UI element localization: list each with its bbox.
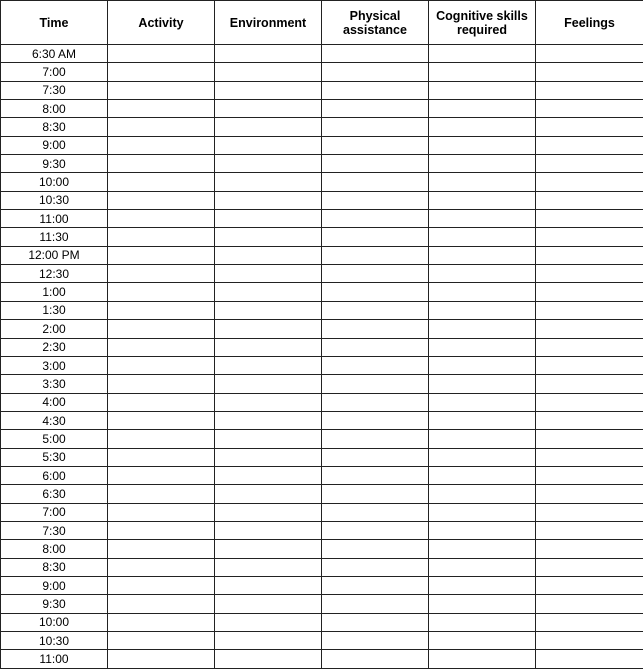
- feelings-cell[interactable]: [536, 430, 643, 448]
- environment-cell[interactable]: [215, 118, 322, 136]
- cognitive-skills-cell[interactable]: [429, 118, 536, 136]
- feelings-cell[interactable]: [536, 118, 643, 136]
- activity-cell[interactable]: [108, 375, 215, 393]
- environment-cell[interactable]: [215, 320, 322, 338]
- environment-cell[interactable]: [215, 375, 322, 393]
- table-row: [1, 283, 643, 301]
- table-row: [1, 576, 643, 594]
- activity-cell[interactable]: [108, 466, 215, 484]
- physical-assistance-cell[interactable]: [322, 356, 429, 374]
- physical-assistance-cell[interactable]: [322, 650, 429, 669]
- feelings-cell[interactable]: [536, 485, 643, 503]
- physical-assistance-cell[interactable]: [322, 375, 429, 393]
- physical-assistance-cell[interactable]: [322, 136, 429, 154]
- header-row: [1, 1, 643, 45]
- physical-assistance-cell[interactable]: [322, 173, 429, 191]
- table-row: [1, 650, 643, 669]
- environment-cell[interactable]: [215, 45, 322, 63]
- physical-assistance-cell[interactable]: [322, 576, 429, 594]
- table-body: [1, 45, 643, 669]
- feelings-cell[interactable]: [536, 283, 643, 301]
- table-row: [1, 430, 643, 448]
- table-row: [1, 558, 643, 576]
- feelings-cell[interactable]: [536, 466, 643, 484]
- cognitive-skills-cell[interactable]: [429, 136, 536, 154]
- environment-cell[interactable]: [215, 173, 322, 191]
- physical-assistance-cell[interactable]: [322, 558, 429, 576]
- cognitive-skills-cell[interactable]: [429, 155, 536, 173]
- time-cell: 9:30: [1, 595, 108, 613]
- physical-assistance-cell[interactable]: [322, 191, 429, 209]
- activity-cell[interactable]: [108, 356, 215, 374]
- activity-cell[interactable]: [108, 430, 215, 448]
- physical-assistance-cell[interactable]: [322, 63, 429, 81]
- activity-cell[interactable]: [108, 540, 215, 558]
- table-row: [1, 191, 643, 209]
- time-cell: 10:00: [1, 613, 108, 631]
- cognitive-skills-cell[interactable]: [429, 210, 536, 228]
- table-row: [1, 632, 643, 650]
- cognitive-skills-cell[interactable]: [429, 283, 536, 301]
- environment-cell[interactable]: [215, 558, 322, 576]
- environment-cell[interactable]: [215, 576, 322, 594]
- cognitive-skills-cell[interactable]: [429, 632, 536, 650]
- feelings-cell[interactable]: [536, 81, 643, 99]
- table-row: [1, 540, 643, 558]
- time-cell: 8:00: [1, 540, 108, 558]
- time-cell: 11:00: [1, 210, 108, 228]
- feelings-cell[interactable]: [536, 503, 643, 521]
- table-row: [1, 81, 643, 99]
- environment-cell[interactable]: [215, 191, 322, 209]
- feelings-cell[interactable]: [536, 650, 643, 669]
- table-row: [1, 63, 643, 81]
- time-cell: 8:30: [1, 558, 108, 576]
- cognitive-skills-cell[interactable]: [429, 448, 536, 466]
- activity-cell[interactable]: [108, 558, 215, 576]
- time-cell: 2:30: [1, 338, 108, 356]
- table-row: [1, 265, 643, 283]
- environment-cell[interactable]: [215, 210, 322, 228]
- time-cell: 10:00: [1, 173, 108, 191]
- feelings-cell[interactable]: [536, 63, 643, 81]
- table-row: [1, 228, 643, 246]
- feelings-cell[interactable]: [536, 521, 643, 539]
- table-row: [1, 45, 643, 63]
- time-cell: 12:00 PM: [1, 246, 108, 264]
- feelings-cell[interactable]: [536, 320, 643, 338]
- time-cell: 12:30: [1, 265, 108, 283]
- physical-assistance-cell[interactable]: [322, 411, 429, 429]
- cognitive-skills-cell[interactable]: [429, 503, 536, 521]
- physical-assistance-cell[interactable]: [322, 540, 429, 558]
- physical-assistance-cell[interactable]: [322, 485, 429, 503]
- activity-cell[interactable]: [108, 173, 215, 191]
- physical-assistance-cell[interactable]: [322, 155, 429, 173]
- time-cell: 5:30: [1, 448, 108, 466]
- environment-cell[interactable]: [215, 393, 322, 411]
- cognitive-skills-cell[interactable]: [429, 173, 536, 191]
- cognitive-skills-cell[interactable]: [429, 393, 536, 411]
- time-cell: 10:30: [1, 191, 108, 209]
- cognitive-skills-cell[interactable]: [429, 246, 536, 264]
- feelings-cell[interactable]: [536, 540, 643, 558]
- table-row: [1, 301, 643, 319]
- cognitive-skills-cell[interactable]: [429, 466, 536, 484]
- environment-cell[interactable]: [215, 356, 322, 374]
- time-cell: 6:30: [1, 485, 108, 503]
- activity-cell[interactable]: [108, 265, 215, 283]
- activity-cell[interactable]: [108, 118, 215, 136]
- physical-assistance-cell[interactable]: [322, 466, 429, 484]
- cognitive-skills-cell[interactable]: [429, 81, 536, 99]
- feelings-cell[interactable]: [536, 411, 643, 429]
- physical-assistance-cell[interactable]: [322, 118, 429, 136]
- physical-assistance-cell[interactable]: [322, 521, 429, 539]
- time-cell: 4:00: [1, 393, 108, 411]
- environment-cell[interactable]: [215, 430, 322, 448]
- feelings-cell[interactable]: [536, 301, 643, 319]
- time-cell: 1:30: [1, 301, 108, 319]
- feelings-cell[interactable]: [536, 393, 643, 411]
- activity-cell[interactable]: [108, 45, 215, 63]
- environment-cell[interactable]: [215, 411, 322, 429]
- time-cell: 6:00: [1, 466, 108, 484]
- activity-cell[interactable]: [108, 338, 215, 356]
- physical-assistance-cell[interactable]: [322, 632, 429, 650]
- column-header-environment: Environment: [215, 1, 322, 45]
- physical-assistance-cell[interactable]: [322, 338, 429, 356]
- table-row: [1, 338, 643, 356]
- environment-cell[interactable]: [215, 650, 322, 669]
- activity-cell[interactable]: [108, 576, 215, 594]
- activity-cell[interactable]: [108, 301, 215, 319]
- column-header-feelings: Feelings: [536, 1, 643, 45]
- table-row: [1, 393, 643, 411]
- physical-assistance-cell[interactable]: [322, 228, 429, 246]
- table-row: [1, 320, 643, 338]
- environment-cell[interactable]: [215, 485, 322, 503]
- column-header-cognitive-skills: Cognitive skills required: [429, 1, 536, 45]
- physical-assistance-cell[interactable]: [322, 246, 429, 264]
- cognitive-skills-cell[interactable]: [429, 45, 536, 63]
- time-cell: 8:00: [1, 100, 108, 118]
- environment-cell[interactable]: [215, 595, 322, 613]
- cognitive-skills-cell[interactable]: [429, 540, 536, 558]
- environment-cell[interactable]: [215, 228, 322, 246]
- feelings-cell[interactable]: [536, 375, 643, 393]
- table-row: [1, 375, 643, 393]
- time-cell: 10:30: [1, 632, 108, 650]
- table-row: [1, 485, 643, 503]
- feelings-cell[interactable]: [536, 246, 643, 264]
- physical-assistance-cell[interactable]: [322, 448, 429, 466]
- activity-cell[interactable]: [108, 503, 215, 521]
- activity-cell[interactable]: [108, 632, 215, 650]
- activity-cell[interactable]: [108, 393, 215, 411]
- feelings-cell[interactable]: [536, 595, 643, 613]
- physical-assistance-cell[interactable]: [322, 613, 429, 631]
- feelings-cell[interactable]: [536, 613, 643, 631]
- activity-cell[interactable]: [108, 411, 215, 429]
- physical-assistance-cell[interactable]: [322, 210, 429, 228]
- cognitive-skills-cell[interactable]: [429, 265, 536, 283]
- environment-cell[interactable]: [215, 521, 322, 539]
- table-row: [1, 100, 643, 118]
- activity-cell[interactable]: [108, 283, 215, 301]
- activity-cell[interactable]: [108, 228, 215, 246]
- cognitive-skills-cell[interactable]: [429, 320, 536, 338]
- time-cell: 3:30: [1, 375, 108, 393]
- feelings-cell[interactable]: [536, 155, 643, 173]
- activity-cell[interactable]: [108, 448, 215, 466]
- environment-cell[interactable]: [215, 100, 322, 118]
- activity-cell[interactable]: [108, 210, 215, 228]
- physical-assistance-cell[interactable]: [322, 393, 429, 411]
- activity-cell[interactable]: [108, 100, 215, 118]
- time-cell: 11:00: [1, 650, 108, 669]
- environment-cell[interactable]: [215, 81, 322, 99]
- physical-assistance-cell[interactable]: [322, 595, 429, 613]
- activity-cell[interactable]: [108, 521, 215, 539]
- physical-assistance-cell[interactable]: [322, 301, 429, 319]
- table-row: [1, 246, 643, 264]
- time-cell: 7:00: [1, 503, 108, 521]
- table-row: [1, 521, 643, 539]
- time-cell: 7:00: [1, 63, 108, 81]
- time-cell: 5:00: [1, 430, 108, 448]
- activity-cell[interactable]: [108, 155, 215, 173]
- time-cell: 9:00: [1, 136, 108, 154]
- cognitive-skills-cell[interactable]: [429, 301, 536, 319]
- activity-cell[interactable]: [108, 81, 215, 99]
- activity-cell[interactable]: [108, 613, 215, 631]
- table-row: [1, 356, 643, 374]
- column-header-time: Time: [1, 1, 108, 45]
- time-cell: 2:00: [1, 320, 108, 338]
- physical-assistance-cell[interactable]: [322, 265, 429, 283]
- column-header-activity: Activity: [108, 1, 215, 45]
- activity-cell[interactable]: [108, 63, 215, 81]
- feelings-cell[interactable]: [536, 632, 643, 650]
- table-row: [1, 448, 643, 466]
- feelings-cell[interactable]: [536, 173, 643, 191]
- feelings-cell[interactable]: [536, 45, 643, 63]
- environment-cell[interactable]: [215, 466, 322, 484]
- table-row: [1, 210, 643, 228]
- cognitive-skills-cell[interactable]: [429, 375, 536, 393]
- time-cell: 9:30: [1, 155, 108, 173]
- environment-cell[interactable]: [215, 155, 322, 173]
- physical-assistance-cell[interactable]: [322, 430, 429, 448]
- activity-cell[interactable]: [108, 650, 215, 669]
- cognitive-skills-cell[interactable]: [429, 191, 536, 209]
- physical-assistance-cell[interactable]: [322, 81, 429, 99]
- column-header-physical-assistance: Physical assistance: [322, 1, 429, 45]
- time-cell: 8:30: [1, 118, 108, 136]
- environment-cell[interactable]: [215, 246, 322, 264]
- cognitive-skills-cell[interactable]: [429, 521, 536, 539]
- environment-cell[interactable]: [215, 448, 322, 466]
- table-row: [1, 595, 643, 613]
- environment-cell[interactable]: [215, 265, 322, 283]
- table-row: [1, 173, 643, 191]
- activity-cell[interactable]: [108, 485, 215, 503]
- cognitive-skills-cell[interactable]: [429, 100, 536, 118]
- activity-cell[interactable]: [108, 191, 215, 209]
- time-cell: 4:30: [1, 411, 108, 429]
- cognitive-skills-cell[interactable]: [429, 613, 536, 631]
- feelings-cell[interactable]: [536, 228, 643, 246]
- feelings-cell[interactable]: [536, 576, 643, 594]
- environment-cell[interactable]: [215, 632, 322, 650]
- feelings-cell[interactable]: [536, 136, 643, 154]
- feelings-cell[interactable]: [536, 100, 643, 118]
- physical-assistance-cell[interactable]: [322, 45, 429, 63]
- feelings-cell[interactable]: [536, 265, 643, 283]
- table-row: [1, 466, 643, 484]
- cognitive-skills-cell[interactable]: [429, 356, 536, 374]
- table-row: [1, 503, 643, 521]
- table-row: [1, 155, 643, 173]
- environment-cell[interactable]: [215, 301, 322, 319]
- environment-cell[interactable]: [215, 503, 322, 521]
- physical-assistance-cell[interactable]: [322, 283, 429, 301]
- feelings-cell[interactable]: [536, 558, 643, 576]
- feelings-cell[interactable]: [536, 356, 643, 374]
- feelings-cell[interactable]: [536, 448, 643, 466]
- activity-cell[interactable]: [108, 246, 215, 264]
- time-cell: 11:30: [1, 228, 108, 246]
- environment-cell[interactable]: [215, 283, 322, 301]
- environment-cell[interactable]: [215, 136, 322, 154]
- physical-assistance-cell[interactable]: [322, 320, 429, 338]
- environment-cell[interactable]: [215, 540, 322, 558]
- feelings-cell[interactable]: [536, 191, 643, 209]
- table-row: [1, 411, 643, 429]
- cognitive-skills-cell[interactable]: [429, 558, 536, 576]
- cognitive-skills-cell[interactable]: [429, 595, 536, 613]
- time-cell: 7:30: [1, 81, 108, 99]
- table-row: [1, 613, 643, 631]
- environment-cell[interactable]: [215, 613, 322, 631]
- cognitive-skills-cell[interactable]: [429, 338, 536, 356]
- table-row: [1, 118, 643, 136]
- feelings-cell[interactable]: [536, 210, 643, 228]
- time-cell: 3:00: [1, 356, 108, 374]
- physical-assistance-cell[interactable]: [322, 503, 429, 521]
- environment-cell[interactable]: [215, 338, 322, 356]
- physical-assistance-cell[interactable]: [322, 100, 429, 118]
- time-cell: 9:00: [1, 576, 108, 594]
- cognitive-skills-cell[interactable]: [429, 63, 536, 81]
- cognitive-skills-cell[interactable]: [429, 228, 536, 246]
- time-cell: 7:30: [1, 521, 108, 539]
- cognitive-skills-cell[interactable]: [429, 485, 536, 503]
- activity-cell[interactable]: [108, 595, 215, 613]
- time-cell: 1:00: [1, 283, 108, 301]
- time-cell: 6:30 AM: [1, 45, 108, 63]
- cognitive-skills-cell[interactable]: [429, 411, 536, 429]
- feelings-cell[interactable]: [536, 338, 643, 356]
- cognitive-skills-cell[interactable]: [429, 650, 536, 669]
- activity-cell[interactable]: [108, 320, 215, 338]
- cognitive-skills-cell[interactable]: [429, 430, 536, 448]
- activity-cell[interactable]: [108, 136, 215, 154]
- cognitive-skills-cell[interactable]: [429, 576, 536, 594]
- environment-cell[interactable]: [215, 63, 322, 81]
- table-row: [1, 136, 643, 154]
